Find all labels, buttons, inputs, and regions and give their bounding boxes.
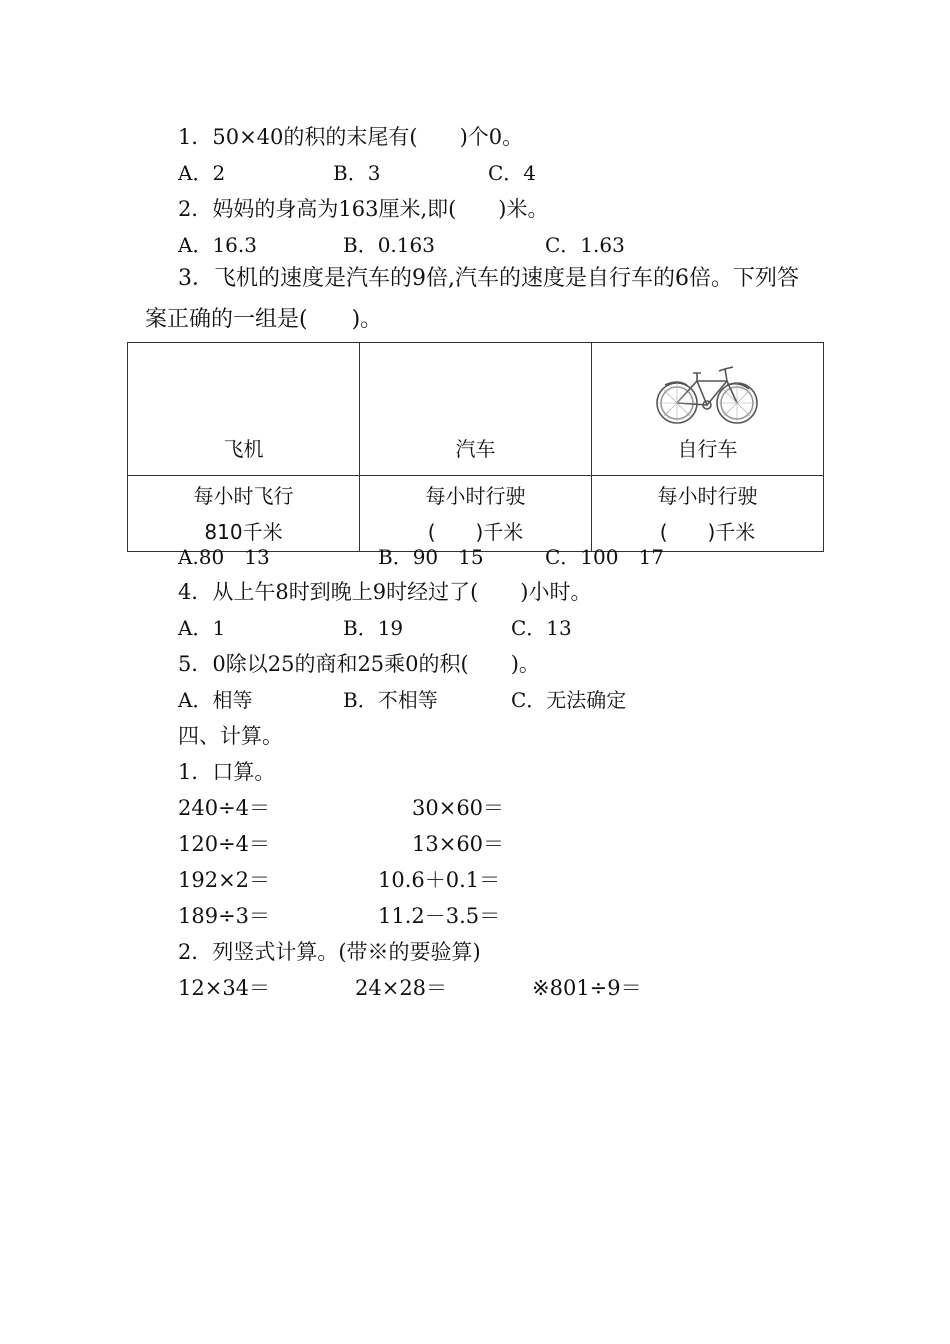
q5-option-a: A．相等 [178,688,253,712]
q5-text: 5．0除以25的商和25乘0的积( )。 [178,652,540,676]
q1-option-c: C．4 [488,161,537,185]
oral-item-5: 192×2＝ [178,868,271,892]
speed-table [127,342,824,552]
q5-option-c: C．无法确定 [511,688,627,712]
airplane-speed-cell [128,476,360,552]
q1-option-b: B．3 [333,161,381,185]
airplane-speed-value: 810千米 [204,519,283,544]
vertical-calc-heading: 2．列竖式计算。(带※的要验算) [178,940,481,964]
header-airplane: 飞机 [128,343,360,476]
bicycle-speed-cell [592,476,824,552]
oral-item-3: 120÷4＝ [178,832,271,856]
q4-option-c: C．13 [511,616,572,640]
q2-option-a: A．16.3 [178,233,257,257]
bicycle-icon [653,359,763,429]
header-car: 汽车 [360,343,592,476]
car-speed-blank: ( )千米 [427,519,524,544]
oral-item-2: 30×60＝ [412,796,505,820]
oral-item-1: 240÷4＝ [178,796,271,820]
q4-option-a: A．1 [178,616,226,640]
q2-text: 2．妈妈的身高为163厘米,即( )米。 [178,197,549,221]
q2-option-c: C．1.63 [545,233,625,257]
q4-text: 4．从上午8时到晚上9时经过了( )小时。 [178,580,592,604]
q1-text: 1．50×40的积的末尾有( )个0。 [178,125,524,149]
vertical-item-1: 12×34＝ [178,976,271,1000]
q3-text-line2: 案正确的一组是( )。 [145,307,383,332]
header-bicycle: 自行车 [592,343,824,476]
vertical-item-3: ※801÷9＝ [532,976,642,1000]
oral-calc-heading: 1．口算。 [178,760,276,784]
oral-item-6: 10.6＋0.1＝ [378,868,501,892]
q4-option-b: B．19 [343,616,404,640]
q5-option-b: B．不相等 [343,688,438,712]
section-title: 四、计算。 [178,724,283,748]
q3-option-c: C．100 17 [545,545,664,569]
vertical-item-2: 24×28＝ [355,976,448,1000]
oral-item-4: 13×60＝ [412,832,505,856]
airplane-speed-label: 每小时飞行 [193,483,294,508]
car-speed-label: 每小时行驶 [425,483,526,508]
oral-item-7: 189÷3＝ [178,904,271,928]
oral-item-8: 11.2－3.5＝ [378,904,501,928]
bicycle-speed-blank: ( )千米 [659,519,756,544]
q2-option-b: B．0.163 [343,233,435,257]
car-speed-cell [360,476,592,552]
bicycle-speed-label: 每小时行驶 [657,483,758,508]
q1-option-a: A．2 [178,161,226,185]
q3-option-a: A.80 13 [178,545,270,569]
q3-option-b: B．90 15 [378,545,484,569]
q3-text-line1: 3．飞机的速度是汽车的9倍,汽车的速度是自行车的6倍。下列答 [178,266,799,291]
